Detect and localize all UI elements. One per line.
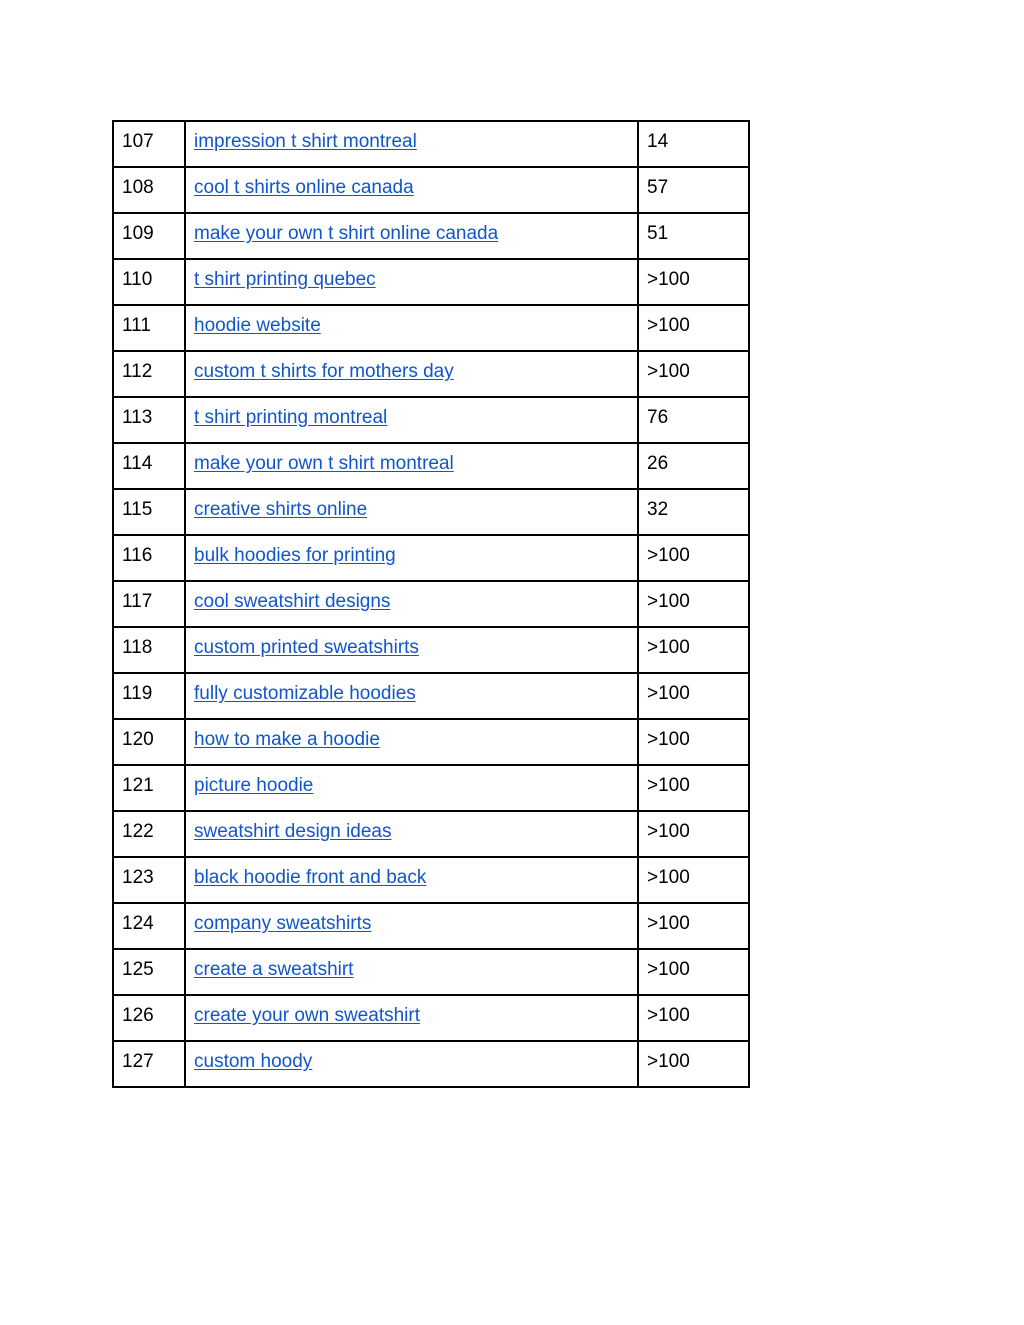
keyword-link[interactable]: cool sweatshirt designs [194,591,391,612]
keyword-cell [185,167,638,213]
keyword-link[interactable]: cool t shirts online canada [194,177,414,198]
keyword-link[interactable]: picture hoodie [194,775,314,796]
table-body [113,121,749,1087]
keyword-cell [185,1041,638,1087]
rank-cell: >100 [638,1041,749,1087]
keyword-cell [185,535,638,581]
rank-cell: 57 [638,167,749,213]
row-number-cell: 122 [113,811,185,857]
row-number-cell: 117 [113,581,185,627]
keyword-link[interactable]: black hoodie front and back [194,867,427,888]
row-number-cell: 127 [113,1041,185,1087]
row-number-cell: 115 [113,489,185,535]
table-row [113,535,749,581]
keyword-link[interactable]: impression t shirt montreal [194,131,417,152]
row-number-cell: 107 [113,121,185,167]
table-row [113,765,749,811]
keyword-link[interactable]: create a sweatshirt [194,959,354,980]
rank-cell: 51 [638,213,749,259]
table-row [113,627,749,673]
keyword-cell [185,443,638,489]
keyword-link[interactable]: bulk hoodies for printing [194,545,396,566]
rank-cell: >100 [638,627,749,673]
table-row [113,949,749,995]
keyword-link[interactable]: custom hoody [194,1051,313,1072]
row-number-cell: 116 [113,535,185,581]
table-row [113,351,749,397]
table-row [113,259,749,305]
rank-cell: >100 [638,259,749,305]
keyword-link[interactable]: company sweatshirts [194,913,372,934]
row-number-cell: 113 [113,397,185,443]
keyword-cell [185,673,638,719]
keyword-cell [185,627,638,673]
keyword-cell [185,489,638,535]
keyword-cell [185,351,638,397]
row-number-cell: 125 [113,949,185,995]
keyword-link[interactable]: sweatshirt design ideas [194,821,392,842]
keyword-cell [185,213,638,259]
keyword-link[interactable]: create your own sweatshirt [194,1005,420,1026]
keyword-cell [185,949,638,995]
table-row [113,857,749,903]
rank-cell: 26 [638,443,749,489]
row-number-cell: 108 [113,167,185,213]
keyword-cell [185,857,638,903]
keyword-cell [185,903,638,949]
row-number-cell: 111 [113,305,185,351]
row-number-cell: 121 [113,765,185,811]
rank-cell: >100 [638,535,749,581]
table-row [113,581,749,627]
table-row [113,305,749,351]
table-row [113,1041,749,1087]
keyword-link[interactable]: make your own t shirt montreal [194,453,454,474]
keyword-link[interactable]: t shirt printing montreal [194,407,388,428]
table-row [113,121,749,167]
keyword-link[interactable]: custom t shirts for mothers day [194,361,454,382]
row-number-cell: 109 [113,213,185,259]
rank-cell: 32 [638,489,749,535]
rank-cell: >100 [638,719,749,765]
table-row [113,489,749,535]
table-row [113,167,749,213]
row-number-cell: 110 [113,259,185,305]
row-number-cell: 120 [113,719,185,765]
keyword-link[interactable]: hoodie website [194,315,321,336]
keyword-link[interactable]: make your own t shirt online canada [194,223,499,244]
table-row [113,213,749,259]
rank-cell: 14 [638,121,749,167]
row-number-cell: 124 [113,903,185,949]
keyword-cell [185,765,638,811]
rank-cell: >100 [638,857,749,903]
rank-cell: >100 [638,581,749,627]
keyword-cell [185,305,638,351]
rank-cell: 76 [638,397,749,443]
keyword-link[interactable]: how to make a hoodie [194,729,380,750]
rank-cell: >100 [638,765,749,811]
row-number-cell: 126 [113,995,185,1041]
table-row [113,673,749,719]
row-number-cell: 118 [113,627,185,673]
keyword-link[interactable]: fully customizable hoodies [194,683,416,704]
table-row [113,719,749,765]
table-row [113,811,749,857]
keyword-cell [185,259,638,305]
keyword-link[interactable]: custom printed sweatshirts [194,637,419,658]
rank-cell: >100 [638,351,749,397]
table-row [113,397,749,443]
rank-cell: >100 [638,949,749,995]
keyword-link[interactable]: creative shirts online [194,499,368,520]
row-number-cell: 112 [113,351,185,397]
table-row [113,443,749,489]
rank-cell: >100 [638,995,749,1041]
keyword-cell [185,719,638,765]
table-row [113,903,749,949]
keyword-cell [185,811,638,857]
keyword-ranking-table [112,120,750,1088]
row-number-cell: 114 [113,443,185,489]
keyword-link[interactable]: t shirt printing quebec [194,269,376,290]
keyword-cell [185,397,638,443]
rank-cell: >100 [638,903,749,949]
keyword-cell [185,995,638,1041]
keyword-cell [185,581,638,627]
row-number-cell: 119 [113,673,185,719]
rank-cell: >100 [638,673,749,719]
keyword-cell [185,121,638,167]
table-row [113,995,749,1041]
row-number-cell: 123 [113,857,185,903]
rank-cell: >100 [638,305,749,351]
rank-cell: >100 [638,811,749,857]
